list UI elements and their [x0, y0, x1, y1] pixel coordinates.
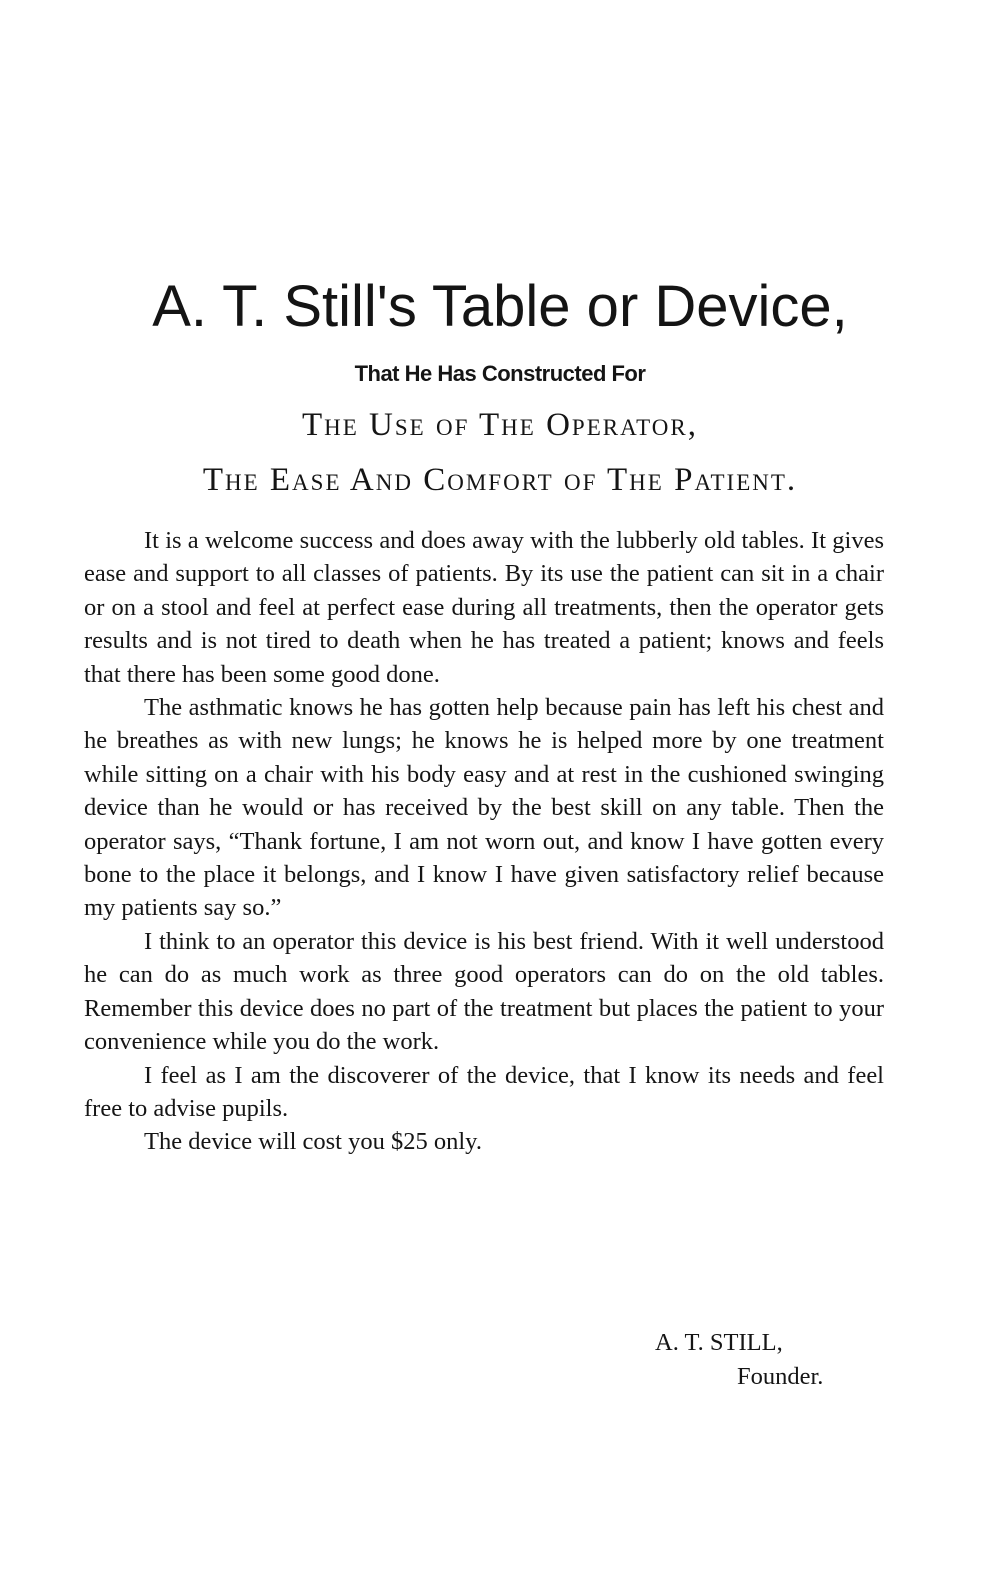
- signature-role: Founder.: [737, 1363, 824, 1390]
- subtitle: That He Has Constructed For: [354, 361, 646, 386]
- paragraph: I think to an operator this device is his best friend. With it well understood he can do as much work as three good operators can do on the old tables. Remember this device does no part of the treatment but places the patient to your convenience while you do the work.: [84, 927, 884, 1056]
- signature-name: A. T. STILL,: [655, 1329, 783, 1356]
- paragraph: The asthmatic knows he has gotten help because pain has left his chest and he breathes as with new lungs; he knows he is helped more by one treatment while sitting on a chair with his body easy and at rest in the cushioned swinging device than he would or has received by the best skill on any table. Then the operator says, “Thank fortune, I am not worn out, and know I have gotten every bone to the place it belongs, and I know I have given satisfactory relief because my patients say so.”: [84, 694, 884, 922]
- heading-line-1: The Use of The Operator,: [301, 407, 699, 443]
- page-title: A. T. Still's Table or Device,: [152, 274, 848, 339]
- paragraph: I feel as I am the discoverer of the device, that I know its needs and feel free to advise pupils.: [84, 1061, 884, 1122]
- heading-line-2: The Ease And Comfort of The Patient.: [202, 462, 798, 498]
- signature-block: [655, 1326, 823, 1394]
- paragraph: The device will cost you $25 only.: [144, 1128, 482, 1156]
- paragraph: It is a welcome success and does away with the lubberly old tables. It gives ease and support to all classes of patients. By its use the patient can sit in a chair or on a stool and feel at perfect ease during all treatments, then the operator gets results and is not tired to death when he has treated a patient; knows and feels that there has been some good done.: [84, 527, 884, 688]
- body-text: [84, 524, 884, 1159]
